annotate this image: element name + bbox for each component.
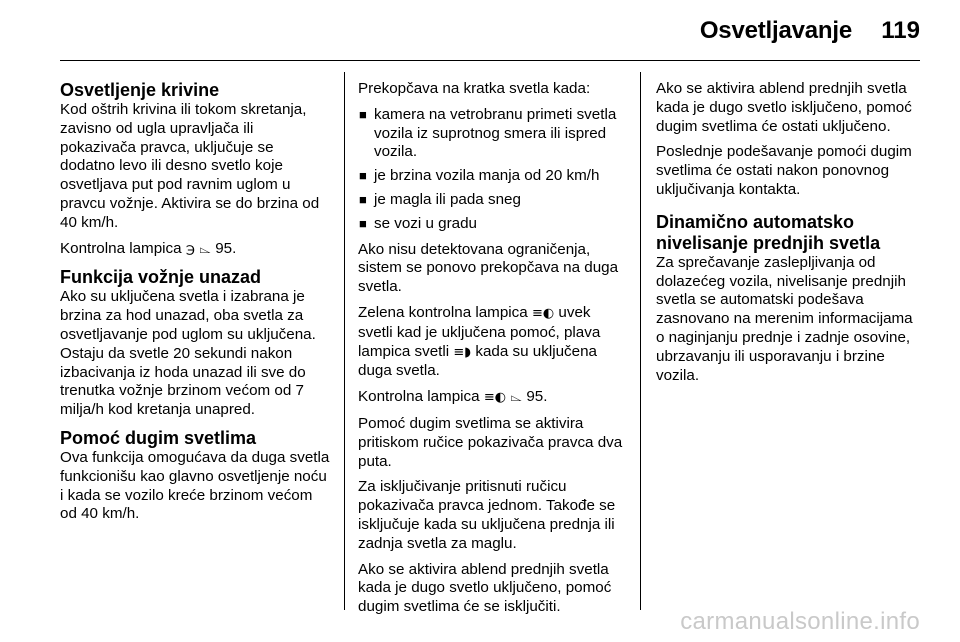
paragraph: Ako se aktivira ablend prednjih svetla kada je dugo svetlo uključeno, pomoć dugim svetlima će se isključiti. (358, 560, 612, 616)
section-heading: Funkcija vožnje unazad (60, 267, 262, 288)
paragraph: Ova funkcija omogućava da duga svetla funkcionišu kao glavno osvetljenje noću i kada se vozilo kreće brzinom većom od 40 km/h. (60, 448, 330, 523)
bullet-icon: ■ (359, 215, 367, 231)
column-divider-2 (640, 72, 641, 610)
text: Kontrolna lampica (60, 239, 182, 257)
page-header (0, 0, 960, 62)
section-curve-lighting (60, 80, 332, 259)
high-beam-assist-icon: ≡◐ (531, 305, 555, 321)
bullet-icon: ■ (359, 191, 367, 207)
cornering-light-icon: ℈ (185, 241, 195, 257)
list-item-text: je magla ili pada sneg (374, 190, 521, 208)
column-3 (656, 80, 924, 393)
section-dynamic-leveling (656, 212, 924, 386)
list-item-text: kamera na vetrobranu primeti svetla vozila iz suprotnog smera ili ispred vozila. (374, 105, 617, 161)
paragraph: Kod oštrih krivina ili tokom skretanja, zavisno od ugla upravljača ili pokazivača pravca, uključuje se dodatno levo ili desno svetlo koje osvetljava put pod ravnim uglom u pravcu vožnje. Aktivira se do brzina od 40 km/h. (60, 101, 320, 231)
section-high-beam-assist (60, 428, 332, 524)
paragraph: Pomoć dugim svetlima se aktivira pritiskom ručice pokazivača pravca dva puta. (358, 414, 623, 470)
text: Kontrolna lampica (358, 388, 480, 406)
bullet-list (358, 106, 628, 234)
bullet-icon: ■ (359, 106, 367, 122)
column-1 (60, 80, 332, 532)
paragraph-indicator-ref (60, 240, 332, 260)
paragraph: Poslednje podešavanje pomoći dugim svetlima će ostati nakon ponovnog uključivanja kontakta. (656, 143, 912, 198)
list-item (358, 106, 628, 162)
section-heading: Dinamično automatsko nivelisanje prednjih svetla (656, 211, 881, 253)
paragraph: Ako nisu detektovana ograničenja, sistem se ponovo prekopčava na duga svetla. (358, 240, 619, 296)
watermark: carmanualsonline.info (680, 608, 920, 635)
paragraph-indicator-ref (358, 388, 628, 408)
paragraph: Ako su uključena svetla i izabrana je brzina za hod unazad, oba svetla za osvetljavanje pod uglom su uključena. Ostaju da svetle 20 sekundi nakon izbacivanja iz hoda unazad ili sve do trenutka vožnje brzinom većom od 7 milja/h kod kretanja unapred. (60, 288, 316, 419)
list-item-text: se vozi u gradu (374, 214, 477, 232)
paragraph: Za sprečavanje zaslepljivanja od dolazećeg vozila, nivelisanje prednjih svetla se automatski podešava zasnovano na merenim informacijama o naginjanju prednje i zadnje osovine, ubrzavanju ili usporavanju i brzine vozila. (656, 253, 913, 384)
list-item (358, 215, 628, 234)
list-item (358, 191, 628, 210)
bullet-icon: ■ (359, 168, 367, 184)
page-title: Osvetljavanje (699, 17, 852, 44)
text: uvek svetli kad je uključena pomoć, plava lampica svetli (358, 303, 601, 360)
page-reference-link[interactable]: ⌳ 95. (199, 239, 237, 257)
header-divider (60, 60, 920, 61)
paragraph: Za isključivanje pritisnuti ručicu pokazivača pravca jednom. Takođe se isključuje kada su uključena prednja ili zadnja svetla za maglu. (358, 478, 616, 552)
list-item (358, 167, 628, 186)
section-heading: Pomoć dugim svetlima (60, 427, 257, 448)
list-item-text: je brzina vozila manja od 20 km/h (374, 167, 600, 185)
high-beam-assist-icon: ≡◐ (483, 390, 507, 406)
column-2 (358, 80, 628, 624)
paragraph: Prekopčava na kratka svetla kada: (358, 80, 591, 97)
high-beam-icon: ≡◗ (453, 344, 472, 360)
section-heading: Osvetljenje krivine (60, 80, 220, 100)
column-divider-1 (344, 72, 345, 610)
paragraph-indicators (358, 304, 628, 381)
page-reference-link[interactable]: ⌳ 95. (510, 388, 548, 406)
page-number: 119 (881, 17, 920, 44)
section-reverse-function (60, 267, 332, 420)
text: Zelena kontrolna lampica (358, 303, 528, 321)
text: kada su uključena duga svetla. (358, 342, 597, 380)
paragraph: Ako se aktivira ablend prednjih svetla kada je dugo svetlo isključeno, pomoć dugim svetlima će ostati uključeno. (656, 80, 912, 135)
